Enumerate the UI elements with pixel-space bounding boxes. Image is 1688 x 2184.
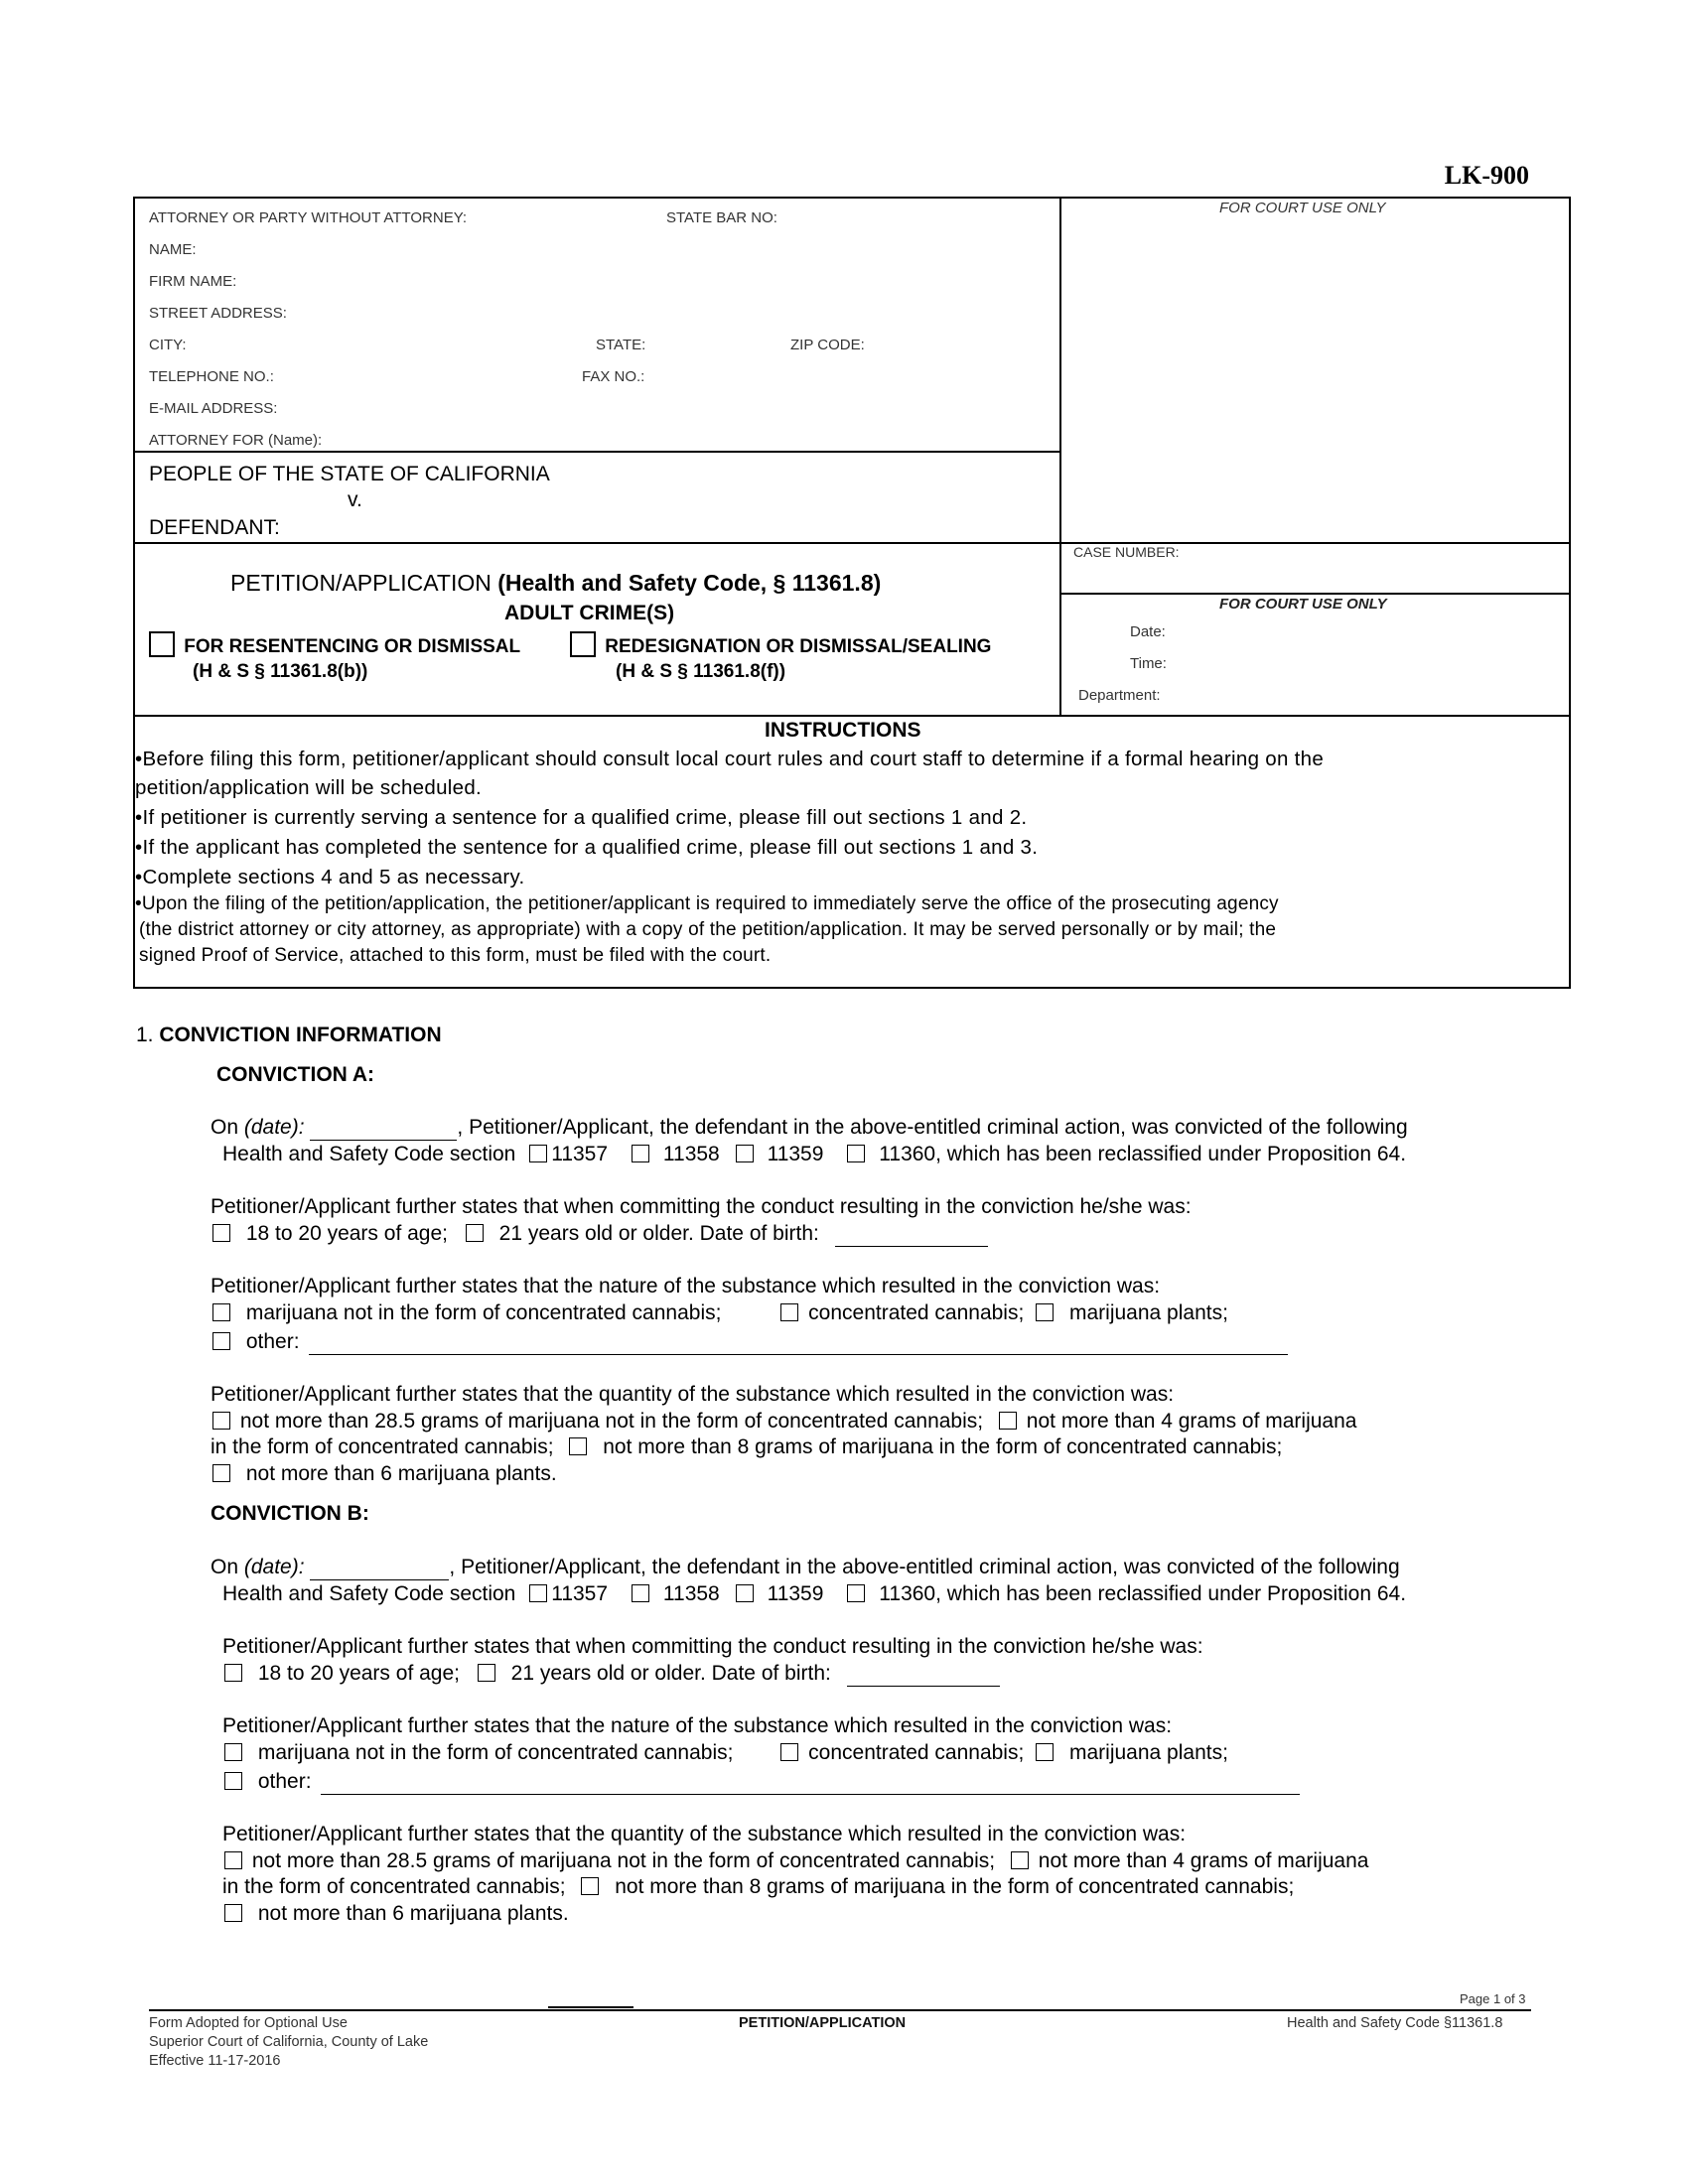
hs-section-label: Health and Safety Code section [222, 1143, 516, 1165]
conviction-b-qty-intro: Petitioner/Applicant further states that the quantity of the substance which resulted in the conviction was: [222, 1823, 1187, 1845]
code-11359-label: 11359 [767, 1143, 824, 1165]
form-id: LK-900 [1444, 161, 1529, 190]
email-label: E-MAIL ADDRESS: [149, 400, 278, 417]
hs-section-label: Health and Safety Code section [222, 1582, 516, 1605]
qty-6-plants-label: not more than 6 marijuana plants. [245, 1462, 557, 1485]
code-11359-checkbox[interactable] [736, 1145, 754, 1162]
footer-adopted: Form Adopted for Optional Use [149, 2015, 348, 2031]
instruction-5a: •Upon the filing of the petition/application, the petitioner/applicant is required to immediately serve the office of the prosecuting agency [135, 893, 1279, 914]
footer-rule-accent [548, 2006, 633, 2008]
state-bar-label: STATE BAR NO: [666, 209, 777, 226]
case-number-divider [1059, 593, 1571, 595]
resentencing-checkbox[interactable] [149, 631, 175, 657]
qty-4g-label: not more than 4 grams of marijuana [1026, 1410, 1357, 1433]
nature-concentrated-checkbox[interactable] [780, 1303, 798, 1321]
code-11360-label: 11360, which has been reclassified under Proposition 64. [879, 1582, 1407, 1605]
age-21-checkbox[interactable] [466, 1224, 484, 1242]
qty-4g-label-cont: in the form of concentrated cannabis; [211, 1435, 554, 1458]
page-number: Page 1 of 3 [1460, 1991, 1526, 2006]
conviction-b-date-field[interactable] [310, 1556, 449, 1580]
code-11360-checkbox[interactable] [847, 1145, 865, 1162]
qty-4g-checkbox[interactable] [999, 1412, 1017, 1430]
conviction-b-age-line [224, 1662, 1000, 1687]
conviction-b-date-line [211, 1556, 1400, 1580]
option-resentencing-ref: (H & S § 11361.8(b)) [193, 661, 368, 682]
qty-8g-label: not more than 8 grams of marijuana in the form of concentrated cannabis; [615, 1875, 1295, 1898]
code-11357-checkbox[interactable] [529, 1584, 547, 1602]
firm-label: FIRM NAME: [149, 273, 237, 290]
code-11357-label: 11357 [551, 1143, 609, 1165]
party-title-divider [133, 542, 1571, 544]
instruction-1b: petition/application will be scheduled. [135, 776, 483, 799]
nature-marijuana-label: marijuana not in the form of concentrated cannabis; [245, 1301, 722, 1324]
on-label: On [211, 1116, 239, 1139]
form-title-code: (Health and Safety Code, § 11361.8) [497, 570, 882, 596]
frame-top [133, 197, 1571, 199]
code-11357-label: 11357 [551, 1582, 609, 1605]
conviction-b-qty-line-2 [222, 1875, 1294, 1899]
versus: v. [348, 488, 362, 511]
conviction-b-nature-intro: Petitioner/Applicant further states that the nature of the substance which resulted in the conviction was: [222, 1714, 1173, 1737]
section-1-title: CONVICTION INFORMATION [159, 1024, 442, 1046]
code-11360-label: 11360, which has been reclassified under Proposition 64. [879, 1143, 1407, 1165]
section-1-heading [136, 1024, 442, 1047]
age-18-20-label: 18 to 20 years of age; [245, 1222, 448, 1245]
nature-concentrated-label: concentrated cannabis; [808, 1301, 1025, 1324]
nature-other-field[interactable] [309, 1330, 1288, 1355]
instruction-5c: signed Proof of Service, attached to this form, must be filed with the court. [139, 945, 772, 966]
option-redesignation-label: REDESIGNATION OR DISMISSAL/SEALING [605, 636, 992, 657]
nature-plants-checkbox[interactable] [1036, 1303, 1054, 1321]
nature-other-label: other: [245, 1330, 300, 1353]
nature-other-checkbox[interactable] [224, 1772, 242, 1790]
conviction-a-date-line [211, 1116, 1408, 1141]
frame-middle-divider [1059, 197, 1061, 715]
city-label: CITY: [149, 337, 187, 353]
conviction-b-qty-line-1 [224, 1849, 1368, 1873]
instructions-heading: INSTRUCTIONS [765, 719, 921, 742]
nature-other-field[interactable] [321, 1770, 1300, 1795]
footer-form-name: PETITION/APPLICATION [739, 2015, 907, 2031]
nature-marijuana-checkbox[interactable] [212, 1303, 230, 1321]
code-11359-checkbox[interactable] [736, 1584, 754, 1602]
option-resentencing[interactable] [149, 631, 520, 658]
qty-4g-checkbox[interactable] [1011, 1851, 1029, 1869]
defendant-label: DEFENDANT: [149, 516, 280, 539]
age-21-checkbox[interactable] [478, 1664, 495, 1682]
redesignation-checkbox[interactable] [570, 631, 596, 657]
conviction-a-qty-intro: Petitioner/Applicant further states that the quantity of the substance which resulted in the conviction was: [211, 1383, 1175, 1406]
code-11357-checkbox[interactable] [529, 1145, 547, 1162]
conviction-a-nature-intro: Petitioner/Applicant further states that the nature of the substance which resulted in the conviction was: [211, 1275, 1161, 1297]
instruction-5b: (the district attorney or city attorney, as appropriate) with a copy of the petition/application. It may be served personally or by mail; the [139, 919, 1277, 940]
qty-28-5-checkbox[interactable] [224, 1851, 242, 1869]
court-use-only-label: FOR COURT USE ONLY [1219, 200, 1386, 216]
form-subtitle: ADULT CRIME(S) [504, 602, 675, 624]
age-21-label: 21 years old or older. Date of birth: [498, 1222, 819, 1245]
code-11360-checkbox[interactable] [847, 1584, 865, 1602]
qty-8g-checkbox[interactable] [581, 1877, 599, 1895]
conviction-a-label: CONVICTION A: [216, 1063, 375, 1086]
instructions-divider [133, 715, 1571, 717]
instruction-1: •Before filing this form, petitioner/applicant should consult local court rules and court staff to determine if a formal hearing on the [135, 748, 1325, 770]
conviction-b-age-intro: Petitioner/Applicant further states that when committing the conduct resulting in the conviction he/she was: [222, 1635, 1203, 1658]
conviction-a-age-intro: Petitioner/Applicant further states that when committing the conduct resulting in the conviction he/she was: [211, 1195, 1192, 1218]
conviction-a-date-field[interactable] [310, 1116, 457, 1141]
form-title [230, 570, 881, 597]
court-use-only-hearing: FOR COURT USE ONLY [1219, 596, 1387, 613]
age-18-20-checkbox[interactable] [212, 1224, 230, 1242]
attorney-party-divider [133, 451, 1060, 453]
conviction-b-label: CONVICTION B: [211, 1502, 369, 1525]
qty-6-plants-checkbox[interactable] [212, 1464, 230, 1482]
date-word: (date): [243, 1556, 305, 1578]
department-label: Department: [1078, 687, 1161, 704]
case-number-label: CASE NUMBER: [1073, 544, 1180, 560]
conviction-a-qty-line-2 [211, 1435, 1282, 1459]
option-redesignation[interactable] [570, 631, 991, 658]
date-label: Date: [1130, 623, 1166, 640]
nature-marijuana-checkbox[interactable] [224, 1743, 242, 1761]
nature-other-checkbox[interactable] [212, 1332, 230, 1350]
section-1-number: 1. [136, 1024, 154, 1046]
conviction-a-code-line [222, 1143, 1406, 1166]
conviction-a-nature-other-line [212, 1330, 1288, 1355]
code-11358-label: 11358 [662, 1143, 720, 1165]
footer-court: Superior Court of California, County of Lake [149, 2034, 429, 2050]
qty-6-plants-checkbox[interactable] [224, 1904, 242, 1922]
nature-concentrated-label: concentrated cannabis; [808, 1741, 1025, 1764]
people-caption: PEOPLE OF THE STATE OF CALIFORNIA [149, 463, 550, 485]
on-label: On [211, 1556, 239, 1578]
code-11358-checkbox[interactable] [632, 1145, 649, 1162]
form-title-main: PETITION/APPLICATION [230, 570, 492, 596]
attorney-for-label: ATTORNEY FOR (Name): [149, 432, 323, 449]
phone-label: TELEPHONE NO.: [149, 368, 274, 385]
conviction-a-nature-line [212, 1301, 1228, 1325]
code-11358-checkbox[interactable] [632, 1584, 649, 1602]
convicted-text: , Petitioner/Applicant, the defendant in the above-entitled criminal action, was convicted of the following [457, 1116, 1408, 1139]
conviction-b-qty-line-3 [224, 1902, 569, 1926]
footer-effective: Effective 11-17-2016 [149, 2053, 281, 2069]
qty-28-5-checkbox[interactable] [212, 1412, 230, 1430]
nature-plants-label: marijuana plants; [1069, 1741, 1228, 1764]
street-label: STREET ADDRESS: [149, 305, 287, 322]
conviction-a-qty-line-3 [212, 1462, 557, 1486]
nature-other-label: other: [257, 1770, 312, 1793]
qty-8g-label: not more than 8 grams of marijuana in the form of concentrated cannabis; [603, 1435, 1283, 1458]
instruction-2: •If petitioner is currently serving a sentence for a qualified crime, please fill out sections 1 and 2. [135, 806, 1028, 829]
nature-plants-label: marijuana plants; [1069, 1301, 1228, 1324]
age-18-20-checkbox[interactable] [224, 1664, 242, 1682]
time-label: Time: [1130, 655, 1167, 672]
dob-field[interactable] [835, 1222, 988, 1247]
nature-plants-checkbox[interactable] [1036, 1743, 1054, 1761]
conviction-b-code-line [222, 1582, 1406, 1606]
conviction-a-age-line [212, 1222, 988, 1247]
footer-rule [149, 2009, 1531, 2011]
qty-6-plants-label: not more than 6 marijuana plants. [257, 1902, 569, 1925]
instruction-3: •If the applicant has completed the sentence for a qualified crime, please fill out sections 1 and 3. [135, 836, 1039, 859]
code-11358-label: 11358 [662, 1582, 720, 1605]
state-label: STATE: [596, 337, 646, 353]
age-21-label: 21 years old or older. Date of birth: [510, 1662, 831, 1685]
conviction-a-qty-line-1 [212, 1410, 1356, 1433]
zip-label: ZIP CODE: [790, 337, 865, 353]
qty-4g-label: not more than 4 grams of marijuana [1038, 1849, 1369, 1872]
fax-label: FAX NO.: [582, 368, 645, 385]
option-redesignation-ref: (H & S § 11361.8(f)) [616, 661, 786, 682]
qty-28-5-label: not more than 28.5 grams of marijuana not in the form of concentrated cannabis; [239, 1410, 984, 1433]
qty-28-5-label: not more than 28.5 grams of marijuana not in the form of concentrated cannabis; [251, 1849, 996, 1872]
instruction-4: •Complete sections 4 and 5 as necessary. [135, 866, 525, 888]
frame-bottom [133, 987, 1571, 989]
footer-code: Health and Safety Code §11361.8 [1287, 2015, 1503, 2031]
qty-8g-checkbox[interactable] [569, 1437, 587, 1455]
conviction-b-nature-line [224, 1741, 1228, 1765]
convicted-text: , Petitioner/Applicant, the defendant in the above-entitled criminal action, was convicted of the following [449, 1556, 1400, 1578]
nature-marijuana-label: marijuana not in the form of concentrated cannabis; [257, 1741, 734, 1764]
name-label: NAME: [149, 241, 197, 258]
attorney-label: ATTORNEY OR PARTY WITHOUT ATTORNEY: [149, 209, 468, 226]
code-11359-label: 11359 [767, 1582, 824, 1605]
qty-4g-label-cont: in the form of concentrated cannabis; [222, 1875, 566, 1898]
age-18-20-label: 18 to 20 years of age; [257, 1662, 460, 1685]
nature-concentrated-checkbox[interactable] [780, 1743, 798, 1761]
date-word: (date): [243, 1116, 305, 1139]
dob-field[interactable] [847, 1662, 1000, 1687]
option-resentencing-label: FOR RESENTENCING OR DISMISSAL [184, 636, 521, 657]
conviction-b-nature-other-line [224, 1770, 1300, 1795]
